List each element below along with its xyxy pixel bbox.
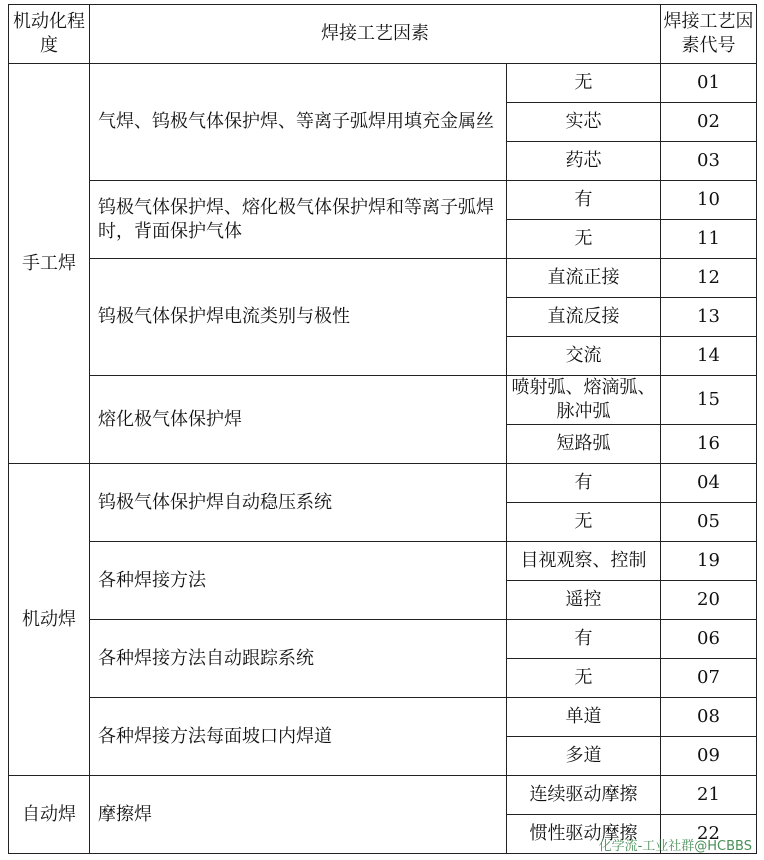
factor-code-cell: 08: [661, 698, 757, 737]
factor-code-cell: 03: [661, 142, 757, 181]
process-factor-cell: 各种焊接方法: [90, 542, 507, 620]
factor-code-cell: 11: [661, 220, 757, 259]
mechanization-level-cell: 自动焊: [9, 776, 90, 854]
welding-factor-table: [8, 4, 757, 854]
factor-code-cell: 22: [661, 815, 757, 854]
factor-code-cell: 10: [661, 181, 757, 220]
factor-option-cell: 有: [507, 620, 661, 659]
factor-code-cell: 20: [661, 581, 757, 620]
factor-code-cell: 19: [661, 542, 757, 581]
header-factor-code: 焊接工艺因素代号: [661, 5, 757, 64]
table-row: [9, 776, 757, 815]
header-mechanization-level: 机动化程度: [9, 5, 90, 64]
factor-code-cell: 21: [661, 776, 757, 815]
table-row: [9, 698, 757, 737]
factor-option-cell: 无: [507, 659, 661, 698]
process-factor-cell: 钨极气体保护焊电流类别与极性: [90, 259, 507, 376]
table-row: [9, 376, 757, 425]
factor-code-cell: 12: [661, 259, 757, 298]
factor-code-cell: 04: [661, 464, 757, 503]
factor-option-cell: 药芯: [507, 142, 661, 181]
process-factor-cell: 钨极气体保护焊、熔化极气体保护焊和等离子弧焊时，背面保护气体: [90, 181, 507, 259]
factor-code-cell: 05: [661, 503, 757, 542]
factor-option-cell: 短路弧: [507, 425, 661, 464]
factor-option-cell: 单道: [507, 698, 661, 737]
factor-code-cell: 13: [661, 298, 757, 337]
process-factor-cell: 各种焊接方法每面坡口内焊道: [90, 698, 507, 776]
header-process-factor: 焊接工艺因素: [90, 5, 661, 64]
factor-code-cell: 01: [661, 64, 757, 103]
process-factor-cell: 熔化极气体保护焊: [90, 376, 507, 464]
table-row: [9, 464, 757, 503]
factor-option-cell: 遥控: [507, 581, 661, 620]
factor-code-cell: 09: [661, 737, 757, 776]
factor-option-cell: 连续驱动摩擦: [507, 776, 661, 815]
factor-code-cell: 14: [661, 337, 757, 376]
process-factor-cell: 摩擦焊: [90, 776, 507, 854]
table-row: [9, 259, 757, 298]
table-row: [9, 542, 757, 581]
factor-option-cell: 喷射弧、熔滴弧、脉冲弧: [507, 376, 661, 425]
table-row: [9, 64, 757, 103]
factor-option-cell: 无: [507, 220, 661, 259]
factor-option-cell: 目视观察、控制: [507, 542, 661, 581]
factor-option-cell: 有: [507, 464, 661, 503]
header-row: [9, 5, 757, 64]
table-row: [9, 181, 757, 220]
table-row: [9, 620, 757, 659]
factor-option-cell: 惯性驱动摩擦: [507, 815, 661, 854]
process-factor-cell: 各种焊接方法自动跟踪系统: [90, 620, 507, 698]
factor-option-cell: 多道: [507, 737, 661, 776]
factor-code-cell: 06: [661, 620, 757, 659]
process-factor-cell: 气焊、钨极气体保护焊、等离子弧焊用填充金属丝: [90, 64, 507, 181]
factor-option-cell: 实芯: [507, 103, 661, 142]
factor-code-cell: 15: [661, 376, 757, 425]
factor-code-cell: 02: [661, 103, 757, 142]
factor-code-cell: 16: [661, 425, 757, 464]
process-factor-cell: 钨极气体保护焊自动稳压系统: [90, 464, 507, 542]
factor-code-cell: 07: [661, 659, 757, 698]
mechanization-level-cell: 手工焊: [9, 64, 90, 464]
factor-option-cell: 无: [507, 64, 661, 103]
factor-option-cell: 有: [507, 181, 661, 220]
watermark: 化学流-工业社群@HCBBS: [598, 839, 752, 854]
factor-option-cell: 交流: [507, 337, 661, 376]
factor-option-cell: 直流正接: [507, 259, 661, 298]
factor-option-cell: 无: [507, 503, 661, 542]
factor-option-cell: 直流反接: [507, 298, 661, 337]
mechanization-level-cell: 机动焊: [9, 464, 90, 776]
